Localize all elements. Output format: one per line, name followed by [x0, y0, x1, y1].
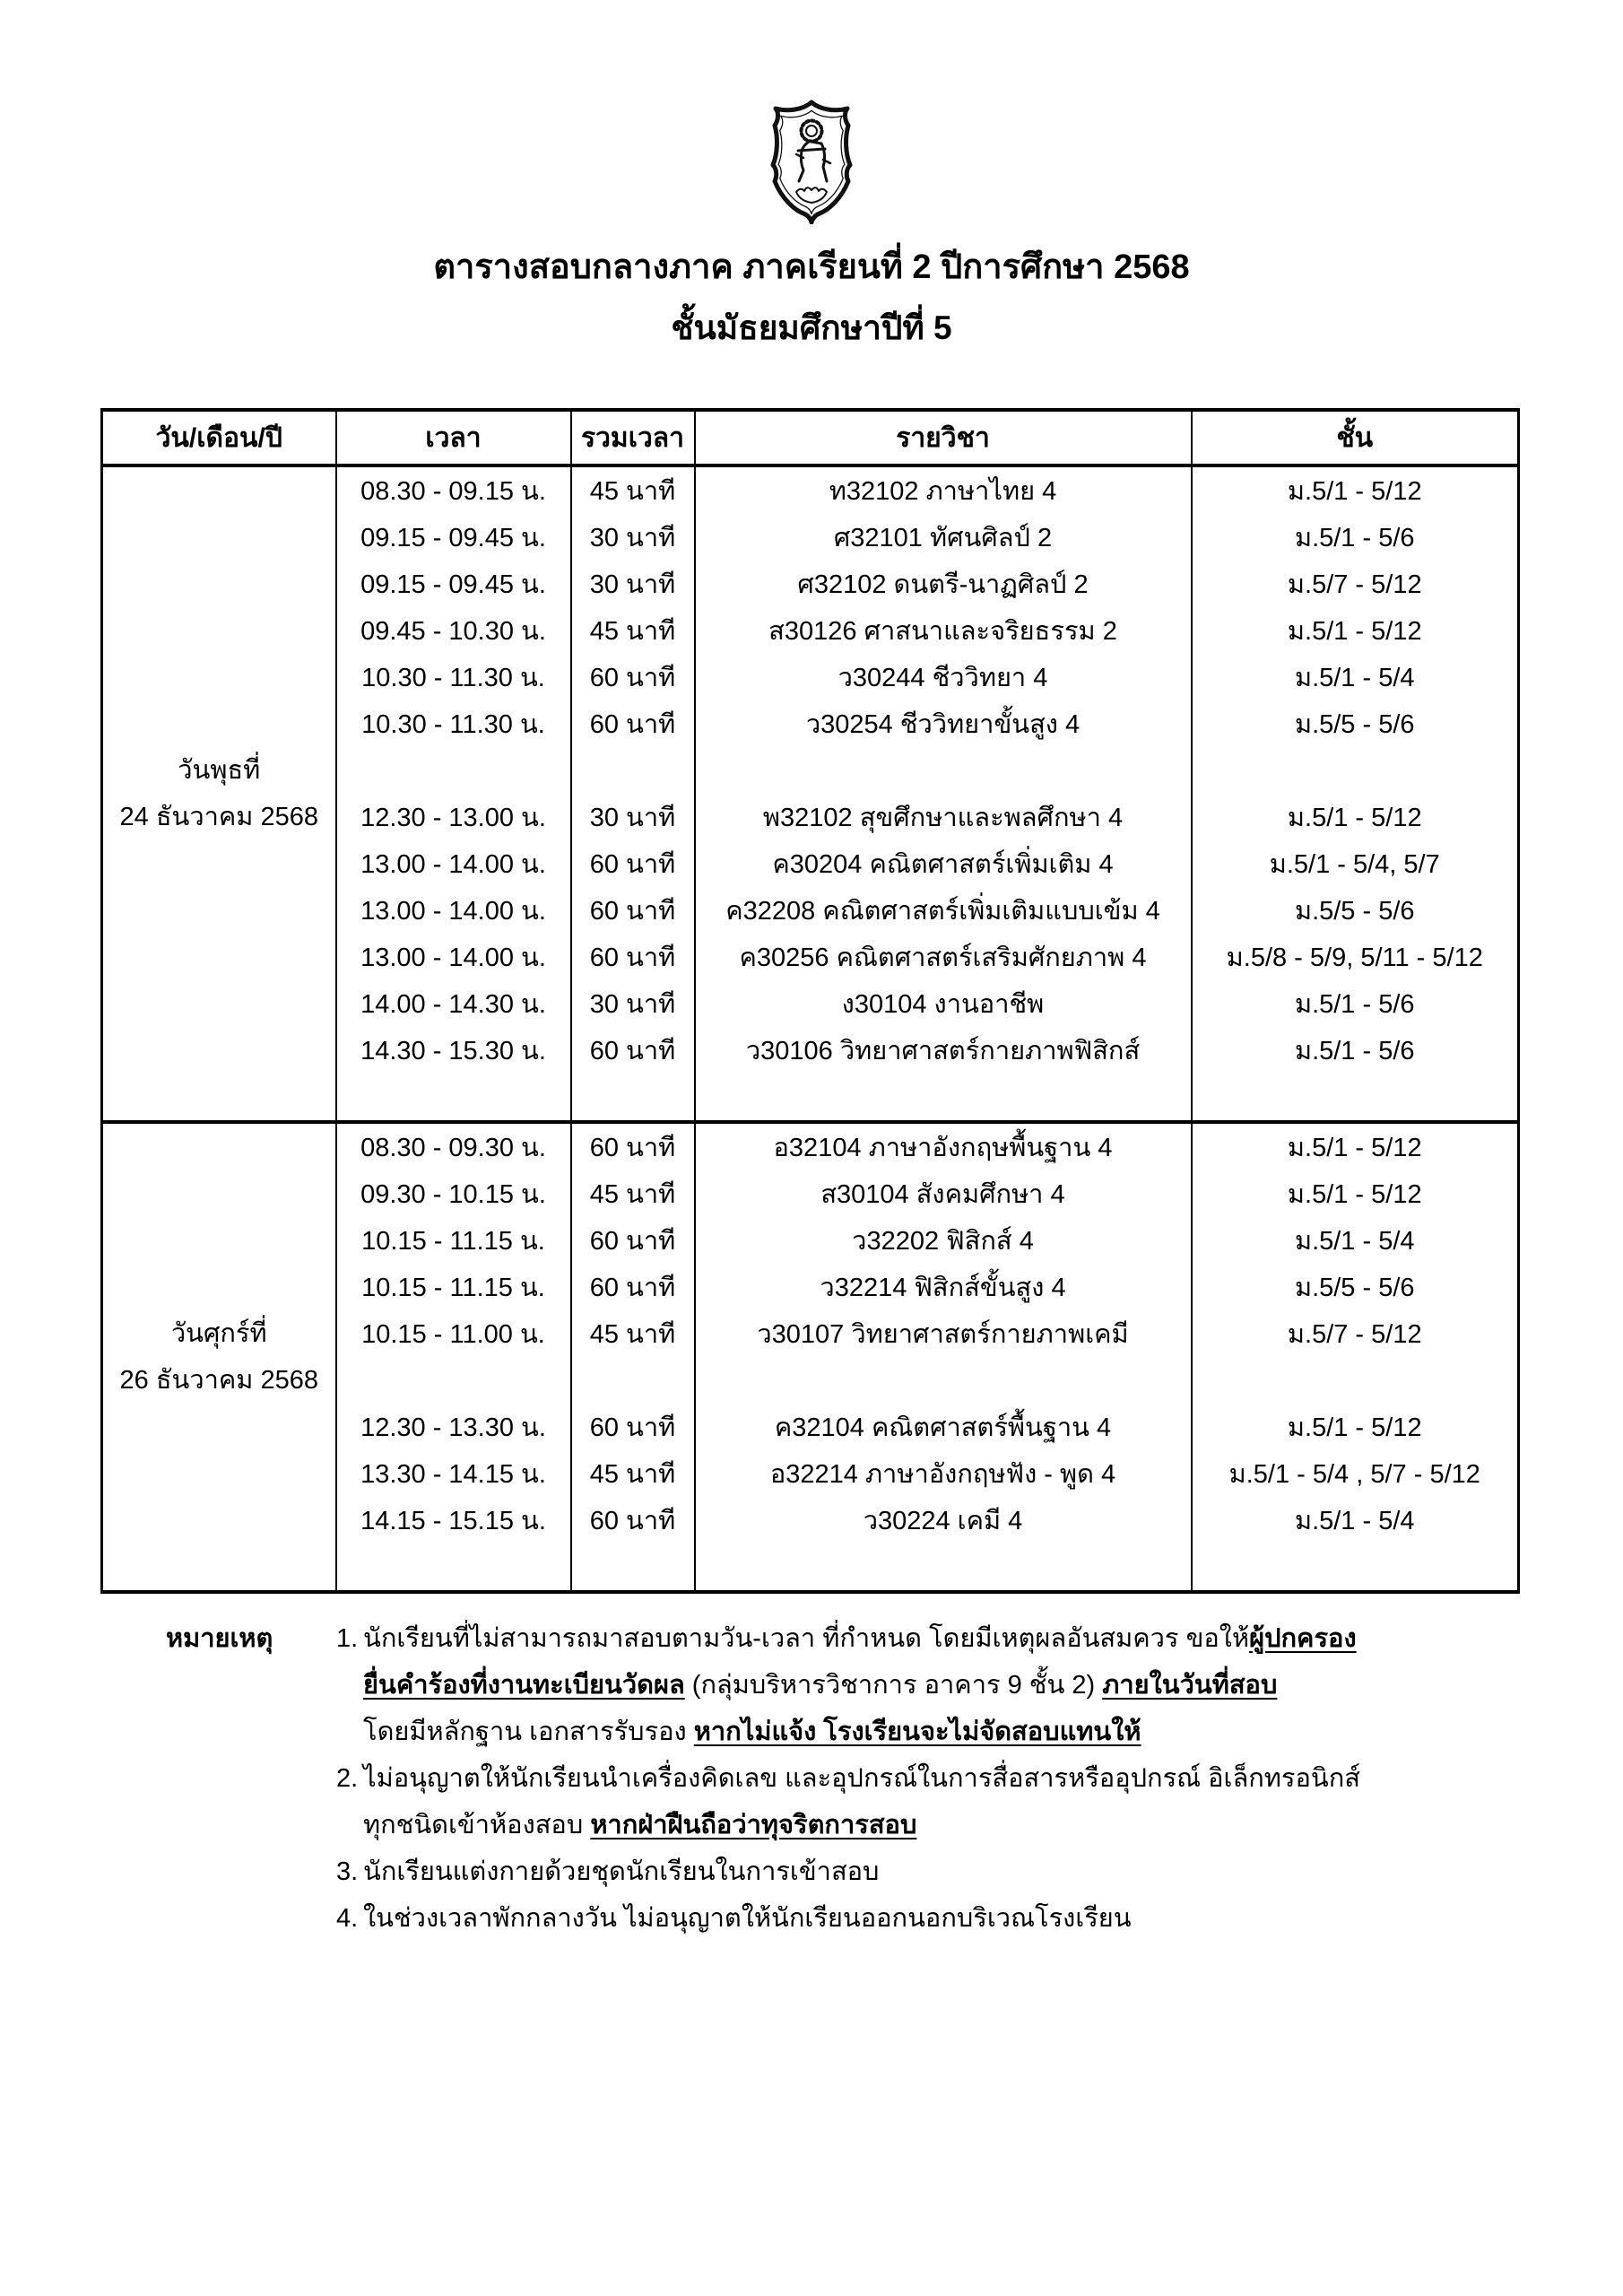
- class-range-cell: ม.5/1 - 5/4: [1192, 1497, 1519, 1544]
- note-emphasis-text: ผู้ปกครอง: [1249, 1624, 1357, 1653]
- duration-cell: 60 นาที: [571, 1217, 695, 1264]
- class-range-cell: ม.5/1 - 5/12: [1192, 607, 1519, 654]
- time-cell: 10.15 - 11.15 น.: [336, 1217, 571, 1264]
- subject-cell: ว32202 ฟิสิกส์ 4: [695, 1217, 1192, 1264]
- note-text: ทุกชนิดเข้าห้องสอบ: [363, 1811, 591, 1839]
- note-line: [166, 1848, 1493, 1895]
- class-range-cell: ม.5/1 - 5/12: [1192, 794, 1519, 840]
- duration-cell: 60 นาที: [571, 887, 695, 934]
- class-range-cell: [1192, 1357, 1519, 1404]
- duration-cell: 30 นาที: [571, 794, 695, 840]
- day-name: วันศุกร์ที่: [170, 1319, 267, 1348]
- class-range-cell: ม.5/1 - 5/4 , 5/7 - 5/12: [1192, 1450, 1519, 1497]
- class-range-cell: ม.5/1 - 5/12: [1192, 1122, 1519, 1170]
- time-cell: 14.30 - 15.30 น.: [336, 1027, 571, 1074]
- exam-table: [100, 408, 1520, 1594]
- column-header-duration: รวมเวลา: [571, 410, 695, 465]
- note-emphasis-text: หากฝ่าฝืนถือว่าทุจริตการสอบ: [590, 1811, 917, 1839]
- note-text: โดยมีหลักฐาน เอกสารรับรอง: [363, 1718, 694, 1746]
- duration-cell: 60 นาที: [571, 1264, 695, 1310]
- class-range-cell: ม.5/1 - 5/4: [1192, 1217, 1519, 1264]
- subject-cell: ส30104 สังคมศึกษา 4: [695, 1170, 1192, 1217]
- duration-cell: [571, 1357, 695, 1404]
- time-cell: 09.15 - 09.45 น.: [336, 514, 571, 561]
- subject-cell: อ32104 ภาษาอังกฤษพื้นฐาน 4: [695, 1122, 1192, 1170]
- exam-row: [102, 1122, 1519, 1170]
- duration-cell: 60 นาที: [571, 840, 695, 887]
- time-cell: [336, 1544, 571, 1592]
- note-text: นักเรียนแต่งกายด้วยชุดนักเรียนในการเข้าสอบ: [363, 1857, 880, 1886]
- duration-cell: 30 นาที: [571, 561, 695, 607]
- duration-cell: [571, 1544, 695, 1592]
- note-line: [166, 1755, 1493, 1802]
- subject-cell: ว30107 วิทยาศาสตร์กายภาพเคมี: [695, 1310, 1192, 1357]
- duration-cell: 30 นาที: [571, 514, 695, 561]
- class-range-cell: [1192, 1544, 1519, 1592]
- duration-cell: 45 นาที: [571, 1170, 695, 1217]
- subject-cell: [695, 1074, 1192, 1122]
- notes-list: [166, 1615, 1493, 1942]
- subject-cell: พ32102 สุขศึกษาและพลศึกษา 4: [695, 794, 1192, 840]
- subject-cell: ส30126 ศาสนาและจริยธรรม 2: [695, 607, 1192, 654]
- time-cell: 08.30 - 09.15 น.: [336, 465, 571, 514]
- table-header-row: [102, 410, 1519, 465]
- class-range-cell: [1192, 747, 1519, 794]
- duration-cell: 60 นาที: [571, 700, 695, 747]
- duration-cell: 60 นาที: [571, 1027, 695, 1074]
- time-cell: 10.30 - 11.30 น.: [336, 654, 571, 700]
- subject-cell: ว30254 ชีววิทยาขั้นสูง 4: [695, 700, 1192, 747]
- subject-cell: [695, 747, 1192, 794]
- subject-cell: ง30104 งานอาชีพ: [695, 980, 1192, 1027]
- time-cell: [336, 747, 571, 794]
- time-cell: 10.15 - 11.00 น.: [336, 1310, 571, 1357]
- note-line: [166, 1615, 1493, 1662]
- class-range-cell: ม.5/8 - 5/9, 5/11 - 5/12: [1192, 934, 1519, 980]
- time-cell: 09.30 - 10.15 น.: [336, 1170, 571, 1217]
- class-range-cell: ม.5/7 - 5/12: [1192, 561, 1519, 607]
- time-cell: 10.30 - 11.30 น.: [336, 700, 571, 747]
- time-cell: 13.00 - 14.00 น.: [336, 840, 571, 887]
- duration-cell: [571, 1074, 695, 1122]
- subject-cell: [695, 1357, 1192, 1404]
- subject-cell: ค30204 คณิตศาสตร์เพิ่มเติม 4: [695, 840, 1192, 887]
- notes-section: [166, 1615, 1493, 1942]
- note-text: ในช่วงเวลาพักกลางวัน ไม่อนุญาตให้นักเรียนออกนอกบริเวณโรงเรียน: [363, 1904, 1132, 1933]
- note-line: [166, 1662, 1493, 1709]
- exam-table-body: [102, 465, 1519, 1592]
- column-header-time: เวลา: [336, 410, 571, 465]
- class-range-cell: ม.5/7 - 5/12: [1192, 1310, 1519, 1357]
- subject-cell: ว30224 เคมี 4: [695, 1497, 1192, 1544]
- duration-cell: 60 นาที: [571, 1497, 695, 1544]
- day-date: 24 ธันวาคม 2568: [119, 803, 318, 831]
- note-text: ไม่อนุญาตให้นักเรียนนำเครื่องคิดเลข และอุปกรณ์ในการสื่อสารหรืออุปกรณ์ อิเล็กทรอนิกส์: [363, 1764, 1360, 1793]
- notes-label: หมายเหตุ: [166, 1624, 273, 1653]
- time-cell: 13.00 - 14.00 น.: [336, 887, 571, 934]
- time-cell: 14.00 - 14.30 น.: [336, 980, 571, 1027]
- duration-cell: 45 นาที: [571, 1310, 695, 1357]
- time-cell: 09.15 - 09.45 น.: [336, 561, 571, 607]
- page-subtitle: ชั้นมัธยมศึกษาปีที่ 5: [671, 309, 952, 346]
- note-text: (กลุ่มบริหารวิชาการ อาคาร 9 ชั้น 2): [684, 1671, 1103, 1700]
- day-name: วันพุธที่: [178, 756, 261, 785]
- subject-cell: ค32208 คณิตศาสตร์เพิ่มเติมแบบเข้ม 4: [695, 887, 1192, 934]
- class-range-cell: ม.5/5 - 5/6: [1192, 887, 1519, 934]
- note-number: 4.: [336, 1904, 359, 1933]
- duration-cell: 60 นาที: [571, 1404, 695, 1450]
- duration-cell: 45 นาที: [571, 465, 695, 514]
- duration-cell: 60 นาที: [571, 1122, 695, 1170]
- note-line: [166, 1709, 1493, 1755]
- duration-cell: [571, 747, 695, 794]
- time-cell: 12.30 - 13.30 น.: [336, 1404, 571, 1450]
- time-cell: 10.15 - 11.15 น.: [336, 1264, 571, 1310]
- day-date: 26 ธันวาคม 2568: [119, 1366, 318, 1395]
- day-cell: [102, 465, 336, 1122]
- time-cell: [336, 1357, 571, 1404]
- subject-cell: ศ32101 ทัศนศิลป์ 2: [695, 514, 1192, 561]
- exam-row: [102, 465, 1519, 514]
- page-title: ตารางสอบกลางภาค ภาคเรียนที่ 2 ปีการศึกษา 2568: [433, 248, 1190, 286]
- note-text: นักเรียนที่ไม่สามารถมาสอบตามวัน-เวลา ที่กำหนด โดยมีเหตุผลอันสมควร ขอให้: [363, 1624, 1250, 1653]
- subject-cell: ว30106 วิทยาศาสตร์กายภาพฟิสิกส์: [695, 1027, 1192, 1074]
- class-range-cell: ม.5/1 - 5/4: [1192, 654, 1519, 700]
- time-cell: 12.30 - 13.00 น.: [336, 794, 571, 840]
- day-cell: [102, 1122, 336, 1592]
- class-range-cell: ม.5/1 - 5/4, 5/7: [1192, 840, 1519, 887]
- subject-cell: [695, 1544, 1192, 1592]
- note-number: 1.: [336, 1624, 359, 1653]
- duration-cell: 45 นาที: [571, 607, 695, 654]
- time-cell: 09.45 - 10.30 น.: [336, 607, 571, 654]
- class-range-cell: ม.5/1 - 5/12: [1192, 1404, 1519, 1450]
- time-cell: 14.15 - 15.15 น.: [336, 1497, 571, 1544]
- note-emphasis-text: ภายในวันที่สอบ: [1102, 1671, 1278, 1700]
- subject-cell: อ32214 ภาษาอังกฤษฟัง - พูด 4: [695, 1450, 1192, 1497]
- time-cell: 13.00 - 14.00 น.: [336, 934, 571, 980]
- note-line: [166, 1802, 1493, 1848]
- note-number: 3.: [336, 1857, 359, 1886]
- class-range-cell: ม.5/1 - 5/6: [1192, 1027, 1519, 1074]
- note-line: [166, 1895, 1493, 1942]
- subject-cell: ท32102 ภาษาไทย 4: [695, 465, 1192, 514]
- subject-cell: ค30256 คณิตศาสตร์เสริมศักยภาพ 4: [695, 934, 1192, 980]
- subject-cell: ว30244 ชีววิทยา 4: [695, 654, 1192, 700]
- class-range-cell: ม.5/1 - 5/6: [1192, 514, 1519, 561]
- note-emphasis-text: ยื่นคำร้องที่งานทะเบียนวัดผล: [363, 1671, 685, 1700]
- class-range-cell: ม.5/1 - 5/12: [1192, 465, 1519, 514]
- duration-cell: 60 นาที: [571, 654, 695, 700]
- subject-cell: ศ32102 ดนตรี-นาฏศิลป์ 2: [695, 561, 1192, 607]
- duration-cell: 60 นาที: [571, 934, 695, 980]
- class-range-cell: ม.5/5 - 5/6: [1192, 700, 1519, 747]
- school-crest-icon: [764, 99, 859, 229]
- time-cell: 13.30 - 14.15 น.: [336, 1450, 571, 1497]
- duration-cell: 45 นาที: [571, 1450, 695, 1497]
- note-number: 2.: [336, 1764, 359, 1793]
- time-cell: 08.30 - 09.30 น.: [336, 1122, 571, 1170]
- note-emphasis-text: หากไม่แจ้ง โรงเรียนจะไม่จัดสอบแทนให้: [693, 1718, 1141, 1746]
- class-range-cell: ม.5/1 - 5/6: [1192, 980, 1519, 1027]
- column-header-subject: รายวิชา: [695, 410, 1192, 465]
- duration-cell: 30 นาที: [571, 980, 695, 1027]
- class-range-cell: ม.5/5 - 5/6: [1192, 1264, 1519, 1310]
- subject-cell: ว32214 ฟิสิกส์ขั้นสูง 4: [695, 1264, 1192, 1310]
- time-cell: [336, 1074, 571, 1122]
- column-header-date: วัน/เดือน/ปี: [102, 410, 336, 465]
- class-range-cell: ม.5/1 - 5/12: [1192, 1170, 1519, 1217]
- subject-cell: ค32104 คณิตศาสตร์พื้นฐาน 4: [695, 1404, 1192, 1450]
- column-header-class: ชั้น: [1192, 410, 1519, 465]
- class-range-cell: [1192, 1074, 1519, 1122]
